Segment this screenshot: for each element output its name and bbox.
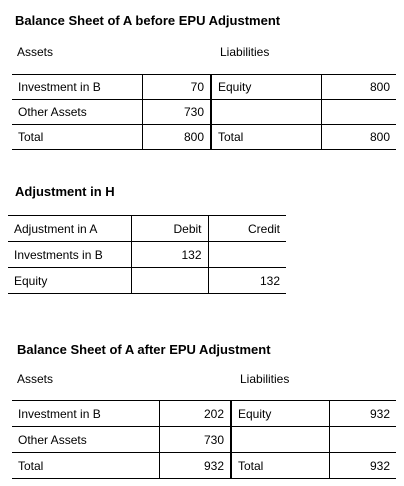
liability-value: 932 (329, 453, 396, 479)
asset-value: 730 (159, 427, 231, 453)
header-debit: Debit (131, 216, 208, 242)
asset-name: Investment in B (18, 80, 101, 94)
asset-value: 932 (159, 453, 231, 479)
asset-value: 800 (142, 125, 211, 150)
table-row (12, 100, 396, 125)
account-name: Equity (14, 273, 48, 288)
table-header-row (8, 216, 286, 242)
section3-title: Balance Sheet of A after EPU Adjustment (17, 342, 271, 357)
asset-value: 202 (159, 401, 231, 427)
header-account: Adjustment in A (14, 221, 98, 236)
asset-name: Other Assets (18, 105, 87, 119)
table-row (12, 453, 396, 479)
liability-value: 800 (321, 75, 396, 100)
section1-title: Balance Sheet of A before EPU Adjustment (15, 13, 281, 28)
section2-title: Adjustment in H (15, 184, 115, 199)
section3-assets-label: Assets (17, 372, 54, 386)
asset-value: 730 (142, 100, 211, 125)
header-credit: Credit (208, 216, 286, 242)
asset-name: Total (18, 458, 44, 473)
liability-name: Total (211, 125, 321, 150)
balance-sheet-after-table (12, 400, 396, 479)
adjustment-table (8, 215, 286, 294)
table-row (8, 268, 286, 294)
credit-value (208, 242, 286, 268)
liability-name: Total (231, 453, 329, 479)
liability-value (329, 427, 396, 453)
table-row (12, 427, 396, 453)
liability-value: 800 (321, 125, 396, 150)
section1-liabilities-label: Liabilities (220, 45, 270, 59)
balance-sheet-before-table (12, 74, 396, 150)
liability-name (211, 100, 321, 125)
liability-value (321, 100, 396, 125)
section1-assets-label: Assets (17, 45, 54, 59)
liability-name: Equity (211, 75, 321, 100)
section3-liabilities-label: Liabilities (240, 372, 290, 386)
asset-name: Other Assets (18, 432, 87, 447)
table-row (12, 75, 396, 100)
table-row (12, 125, 396, 150)
account-name: Investments in B (14, 247, 103, 262)
liability-name (231, 427, 329, 453)
asset-value: 70 (142, 75, 211, 100)
debit-value: 132 (131, 242, 208, 268)
liability-name: Equity (231, 401, 329, 427)
credit-value: 132 (208, 268, 286, 294)
table-row (8, 242, 286, 268)
table-row (12, 401, 396, 427)
asset-name: Total (18, 130, 44, 144)
liability-value: 932 (329, 401, 396, 427)
asset-name: Investment in B (18, 406, 101, 421)
debit-value (131, 268, 208, 294)
